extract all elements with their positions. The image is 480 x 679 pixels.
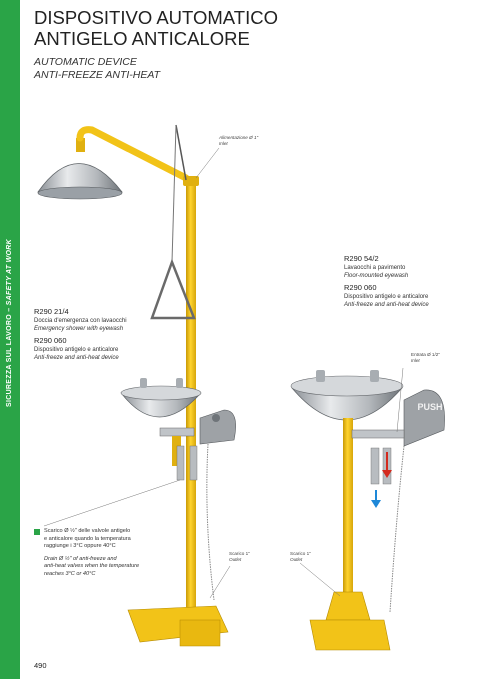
drain-note-en-2: anti-heat valves when the temperature <box>44 563 140 569</box>
drain-note-marker <box>34 529 40 535</box>
inlet-right-label <box>411 352 440 364</box>
side-label-it: SICUREZZA SUL LAVORO <box>6 314 13 407</box>
cold-drain-arrow <box>371 490 381 508</box>
drain-note-it-3: raggiunge i 3°C oppure 40°C <box>44 543 116 549</box>
right-desc-2-en: Anti-freeze and anti-heat device <box>344 302 429 308</box>
antifreeze-valve-left <box>177 446 184 480</box>
antiheat-valve-left <box>190 446 197 480</box>
floor-valve-manifold <box>352 430 404 438</box>
inlet-top-it: Alimentazione Ø 1" <box>219 135 259 140</box>
side-label-en: SAFETY AT WORK <box>6 239 13 306</box>
outlet-left-label <box>229 551 250 563</box>
right-desc-1-it: Lavaocchi a pavimento <box>344 265 406 271</box>
leader-inlet-right <box>397 368 403 432</box>
subtitle-line-2: ANTI-FREEZE ANTI-HEAT <box>34 69 160 81</box>
pull-chain <box>172 125 176 262</box>
eyewash-bowl-rim <box>121 386 201 400</box>
floor-eyewash-column <box>343 418 353 596</box>
right-desc-1-en: Floor-mounted eyewash <box>344 273 409 279</box>
shower-head-rim <box>38 187 122 199</box>
left-product-info <box>34 307 127 362</box>
outlet-right-it: Scarico 1" <box>290 551 311 556</box>
outlet-right-label <box>290 551 311 563</box>
left-desc-2-en: Anti-freeze and anti-heat device <box>34 355 119 361</box>
left-desc-2-it: Dispositivo antigelo e anticalore <box>34 347 119 353</box>
leader-outlet-left <box>210 566 230 598</box>
left-code-2: R290 060 <box>34 336 67 345</box>
eyewash-valve-manifold <box>160 428 194 436</box>
outlet-left-it: Scarico 1" <box>229 551 250 556</box>
eyewash-nozzle-right <box>176 378 183 388</box>
floor-base-frame <box>310 620 390 650</box>
subtitle-line-1: AUTOMATIC DEVICE <box>34 56 137 68</box>
floor-nozzle-left <box>316 370 325 382</box>
left-desc-1-it: Doccia d'emergenza con lavaocchi <box>34 318 127 324</box>
drain-note-it-2: e anticalore quando la temperatura <box>44 535 131 542</box>
antifreeze-valve-right <box>371 448 379 484</box>
drain-note-it-1: Scarico Ø ½" delle valvole antigelo <box>44 528 131 534</box>
left-desc-1-en: Emergency shower with eyewash <box>34 326 124 332</box>
right-code-1: R290 54/2 <box>344 254 379 263</box>
right-code-2: R290 060 <box>344 283 377 292</box>
drain-note <box>44 528 139 578</box>
push-plate-hole <box>212 414 220 422</box>
eyewash-nozzle-left <box>140 378 147 388</box>
floor-eyewash-illustration <box>291 370 445 650</box>
outlet-right-en: Outlet <box>290 557 303 562</box>
left-code-1: R290 21/4 <box>34 307 69 316</box>
inlet-top-en: Inlet <box>219 141 228 146</box>
floor-nozzle-right <box>370 370 379 382</box>
floor-eyewash-chain <box>390 446 404 612</box>
floor-column-foot <box>326 592 370 620</box>
right-desc-2-it: Dispositivo antigelo e anticalore <box>344 294 429 300</box>
drain-note-en-1: Drain Ø ½" of anti-freeze and <box>44 555 117 562</box>
inlet-right-en: Inlet <box>411 358 420 363</box>
page-number: 490 <box>34 661 47 670</box>
drain-note-en-3: reaches 3°C or 40°C <box>44 570 96 577</box>
outlet-left-en: Outlet <box>229 557 242 562</box>
leader-drain <box>44 480 180 526</box>
inlet-top-label <box>219 135 258 147</box>
eyewash-chain <box>207 444 214 600</box>
title-line-2: ANTIGELO ANTICALORE <box>34 28 250 49</box>
right-product-info <box>344 254 429 309</box>
floor-push-plate <box>404 390 445 446</box>
inlet-right-it: Entrata Ø 1/2" <box>411 352 440 357</box>
side-label-sep: – <box>6 305 13 315</box>
push-plate-label: PUSH <box>417 402 443 412</box>
title-line-1: DISPOSITIVO AUTOMATICO <box>34 7 278 28</box>
leader-outlet-right <box>300 563 340 596</box>
shower-base-plate <box>180 620 220 646</box>
leader-inlet-top <box>196 148 219 178</box>
floor-eyewash-bowl-rim <box>291 376 403 396</box>
